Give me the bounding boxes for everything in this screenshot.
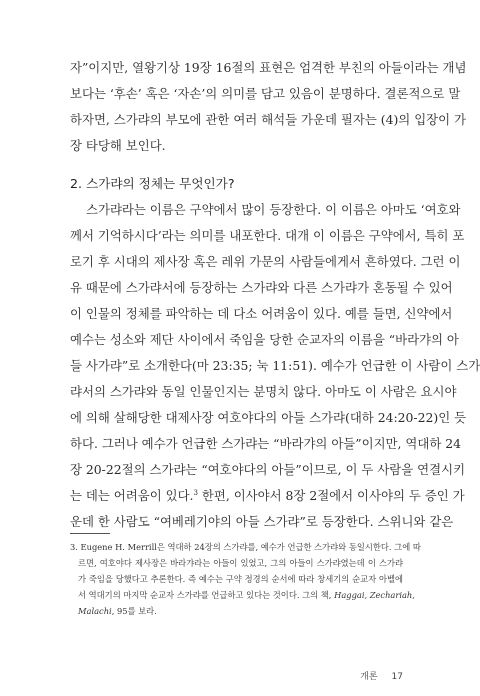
body-text-line: 로기 후 시대의 제사장 혹은 레위 가문의 사람들에게서 흔하였다. 그런 이 [70,254,461,269]
body-text-line: 자”이지만, 열왕기상 19장 16절의 표현은 엄격한 부친의 아들이라는 개념 [70,60,467,75]
footnote-separator [70,533,110,534]
section-heading: 2. 스가랴의 정체는 무엇인가? [70,176,235,191]
footnote-reference: 3 [193,488,198,497]
body-text-segment: 한편, 이사야서 8장 2절에서 이사야의 두 증인 가 [197,488,465,503]
body-text-line: 랴서의 스가랴와 동일 인물인지는 분명치 않다. 아마도 이 사람은 요시야 [70,384,457,399]
footnote-line: 가 죽임을 당했다고 추론한다. 즉 예수는 구약 정경의 순서에 따라 창세기의 순교자 아벨에 [78,574,403,584]
footnote-text: , 95를 보라. [111,606,157,616]
page-number: 17 [391,672,403,682]
body-text-line: 장 타당해 보인다. [70,138,166,153]
body-text-line: 장 20-22절의 스가랴는 “여호야다의 아들”이므로, 이 두 사람을 연결시키 [70,462,466,477]
running-section-label: 개론 [360,672,378,682]
footnote-line [78,604,403,619]
book-title: Haggai, Zechariah, [334,590,415,600]
body-text-line: 이 인물의 정체를 파악하는 데 다소 어려움이 있다. 예를 들면, 신약에서 [70,306,453,321]
body-text-line: 께서 기억하시다’라는 의미를 내포한다. 대개 이 이름은 구약에서, 특히 포 [70,228,465,243]
body-text-line: 들 사가랴”로 소개한다(마 23:35; 눅 11:51). 예수가 언급한 이 사람이 스가 [70,358,480,373]
body-text-segment: 는 데는 어려움이 있다. [70,488,194,503]
body-text-line: 운데 한 사람도 “여베레기야의 아들 스가랴”로 등장한다. 스위니와 같은 [70,514,454,529]
body-text-line: 스가랴라는 이름은 구약에서 많이 등장한다. 이 이름은 아마도 ‘여호와 [86,202,461,217]
body-text-line: 유 때문에 스가랴서에 등장하는 스가랴와 다른 스가랴가 혼동될 수 있어 [70,280,453,295]
body-text-line [70,486,465,506]
page-footer [360,670,403,684]
body-text-line: 하다. 그러나 예수가 언급한 스가랴는 “바라갸의 아들”이지만, 역대하 24 [70,436,461,451]
body-text-line: 에 의해 살해당한 대제사장 여호야다의 아들 스가랴(대하 24:20-22)인 듯 [70,410,467,425]
body-text-line: 하자면, 스가랴의 부모에 관한 여러 해석들 가운데 필자는 (4)의 입장이 가 [70,112,467,127]
footnote-line: 르면, 여호야다 제사장은 바라갸라는 아들이 있었고, 그의 아들이 스가랴였는데 이 스가랴 [78,558,403,568]
footnote-text: 서 역대기의 마지막 순교자 스가랴를 언급하고 있다는 것이다. 그의 책, [78,590,335,600]
body-text-line: 예수는 성소와 제단 사이에서 죽임을 당한 순교자의 이름을 “바라갸의 아 [70,332,459,347]
body-text-line: 보다는 ‘후손’ 혹은 ‘자손’의 의미를 담고 있음이 분명하다. 결론적으로 말 [70,86,461,101]
footnote-line: 3. Eugene H. Merrill은 역대하 24장의 스가랴를, 예수가 언급한 스가랴와 동일시한다. 그에 따 [70,542,421,552]
book-title: Malachi [78,606,112,616]
footnote-line [78,588,415,603]
